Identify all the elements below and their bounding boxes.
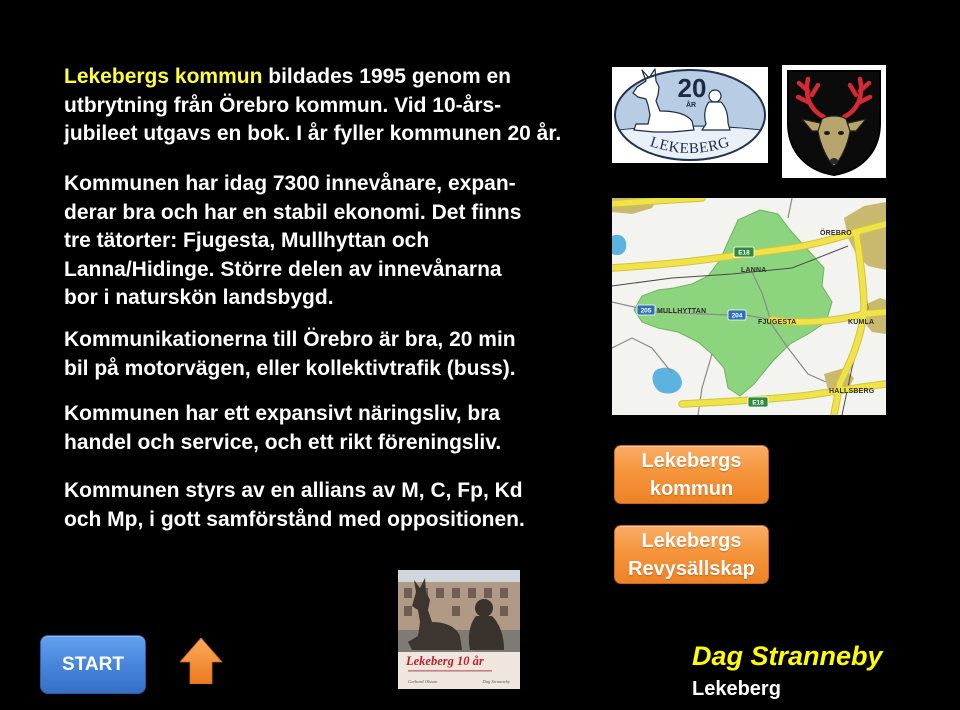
- route-label: 205: [640, 307, 652, 315]
- logo-unit: ÅR: [685, 102, 697, 109]
- place-label-kumla: KUMLA: [848, 319, 875, 326]
- route-shield-e18-south: [748, 397, 768, 407]
- route-label: E18: [752, 399, 764, 407]
- route-shield-204: [728, 310, 746, 320]
- logo-name-text: LEKEBERG: [648, 134, 732, 158]
- arrow-up-shape: [180, 638, 222, 684]
- intro-line-1: [64, 63, 561, 92]
- population-paragraph: [64, 170, 521, 313]
- place-label-hallsberg: HALLSBERG: [829, 388, 875, 395]
- route-shield-205: [637, 305, 655, 315]
- business-paragraph: [64, 400, 501, 457]
- arrow-up-icon[interactable]: [180, 638, 222, 684]
- municipality-name-highlight: Lekebergs kommun: [64, 65, 263, 88]
- button-label-line: kommun: [649, 477, 734, 500]
- child-head-icon: [709, 90, 721, 102]
- book-subtitle-mark: [408, 670, 492, 672]
- book-author: Dag Stranneby: [482, 679, 510, 684]
- lekebergs-revysallskap-link-button[interactable]: [614, 525, 769, 584]
- governance-paragraph: [64, 477, 525, 534]
- intro-line-2: utbrytning från Örebro kommun. Vid 10-års-: [64, 93, 502, 117]
- lekebergs-kommun-link-button[interactable]: [614, 445, 769, 504]
- book-title: Lekeberg 10 år: [406, 654, 484, 668]
- paragraph-line: Kommunen styrs av en allians av M, C, Fp, Kd: [64, 479, 523, 502]
- paragraph-line: Kommunen har ett expansivt näringsliv, bra: [64, 402, 501, 425]
- coat-of-arms: [782, 65, 886, 178]
- route-label: 204: [731, 312, 743, 320]
- paragraph-line: handel och service, och ett rikt föreningsliv.: [64, 430, 502, 454]
- municipality-map: [612, 198, 886, 415]
- intro-paragraph: [64, 63, 561, 149]
- book-author: Gerhard Olsson: [408, 679, 438, 684]
- paragraph-line: Kommunikationerna till Örebro är bra, 20 min: [64, 328, 516, 351]
- intro-line-3: jubileet utgavs en bok. I år fyller kommunen 20 år.: [64, 122, 562, 145]
- child-statue-head-icon: [475, 599, 493, 617]
- route-shield-e18-north: [734, 247, 754, 257]
- paragraph-line: Kommunen har idag 7300 innevånare, expan-: [64, 172, 516, 195]
- paragraph-line: bil på motorvägen, eller kollektivtrafik (buss).: [64, 356, 516, 380]
- communications-paragraph: [64, 326, 516, 383]
- place-label-orebro: ÖREBRO: [820, 230, 852, 237]
- place-label-mullhyttan: MULLHYTTAN: [657, 308, 707, 315]
- place-label-fjugesta: FJUGESTA: [758, 319, 797, 326]
- paragraph-line: och Mp, i gott samförstånd med oppositionen.: [64, 507, 525, 531]
- button-label-line: Lekebergs: [641, 529, 742, 552]
- button-label-line: Revysällskap: [628, 557, 755, 580]
- paragraph-line: tre tätorter: Fjugesta, Mullhyttan och: [64, 229, 430, 252]
- author-name: Dag Stranneby: [692, 641, 883, 671]
- place-label-lanna: LANNA: [741, 267, 767, 274]
- paragraph-line: derar bra och har en stabil ekonomi. Det finns: [64, 200, 522, 224]
- route-label: E18: [738, 249, 750, 257]
- logo-number: 20: [677, 73, 707, 103]
- button-label-line: Lekebergs: [641, 449, 742, 472]
- paragraph-line: bor i naturskön landsbygd.: [64, 286, 334, 309]
- book-cover: [398, 570, 520, 689]
- start-button[interactable]: START: [40, 635, 146, 694]
- author-place: Lekeberg: [692, 678, 781, 700]
- intro-line-1-text: bildades 1995 genom en: [262, 65, 511, 88]
- anniversary-logo: [612, 67, 768, 163]
- paragraph-line: Lanna/Hidinge. Större delen av innevånarna: [64, 257, 502, 281]
